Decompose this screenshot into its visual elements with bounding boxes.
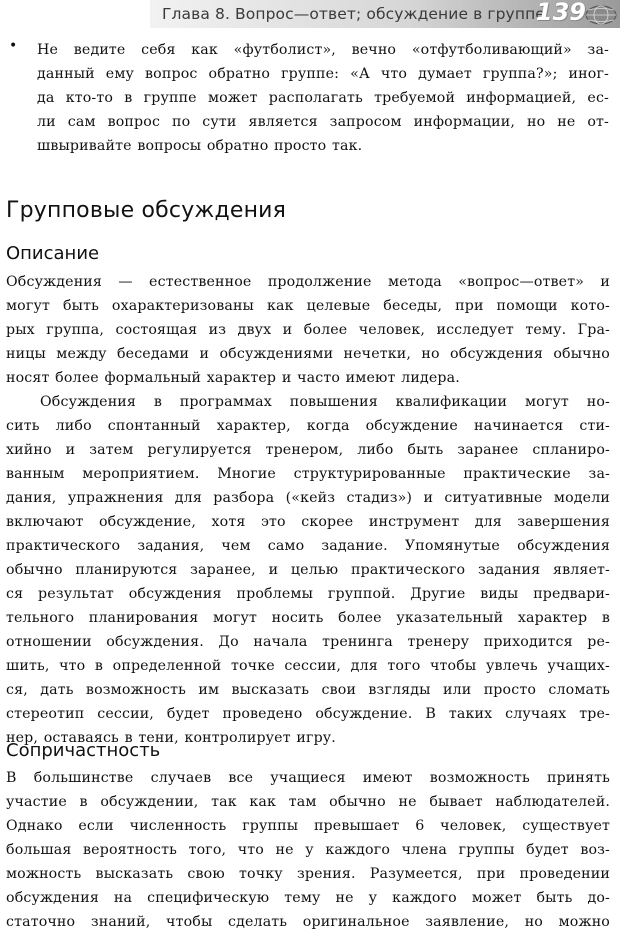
text-line: дания, упражнения для разбора («кейз стадиз») и ситуативные модели [6, 490, 610, 506]
text-line: Однако если численность группы превышает 6 человек, существует [6, 818, 610, 834]
text-line: включают обсуждение, хотя это скорее инструмент для завершения [6, 514, 610, 530]
text-line: Обсуждения в программах повышения квалификации могут но- [40, 394, 610, 410]
text-line: обычно планируются заранее, и целью практического задания являет- [6, 562, 610, 578]
text-line: Обсуждения — естественное продолжение метода «вопрос—ответ» и [6, 274, 610, 290]
bullet-text [37, 38, 609, 158]
subsection-heading-participation: Сопричастность [6, 740, 161, 761]
text-line: могут быть охарактеризованы как целевые беседы, при помощи кото- [6, 298, 610, 314]
text-line: ванным мероприятием. Многие структурированные практические за- [6, 466, 610, 482]
text-line: ли сам вопрос по сути является запросом информации, но не от- [37, 114, 609, 130]
text-line: Не ведите себя как «футболист», вечно «отфутболивающий» за- [37, 42, 609, 58]
chapter-title: Глава 8. Вопрос—ответ; обсуждение в группе [162, 5, 545, 23]
text-line: да кто-то в группе может располагать требуемой информацией, ес- [37, 90, 609, 106]
text-line: сить либо спонтанный характер, когда обсуждение начинается сти- [6, 418, 610, 434]
paragraph [6, 766, 610, 934]
text-line: ницы между беседами и обсуждениями нечетки, но обсуждения обычно [6, 346, 610, 362]
paragraph [6, 390, 610, 750]
text-line: рых группа, состоящая из двух и более человек, исследует тему. Гра- [6, 322, 610, 338]
text-line: тельного планирования могут носить более указательный характер в [6, 610, 610, 626]
section-heading: Групповые обсуждения [6, 198, 287, 223]
paragraph [6, 270, 610, 390]
text-line: нер, оставаясь в тени, контролирует игру. [6, 730, 336, 746]
text-line: данный ему вопрос обратно группе: «А что думает группа?»; иног- [37, 66, 609, 82]
text-line: стереотип сессии, будет проведено обсуждение. В таких случаях тре- [6, 706, 610, 722]
text-line: швыривайте вопросы обратно просто так. [37, 138, 363, 154]
text-line: В большинстве случаев все учащиеся имеют возможность принять [6, 770, 610, 786]
text-line: носят более формальный характер и часто имеют лидера. [6, 370, 460, 386]
text-line: ся, дать возможность им высказать свои взгляды или просто сломать [6, 682, 610, 698]
text-line: большая вероятность того, что не у каждого члена группы будет воз- [6, 842, 610, 858]
globe-icon [584, 4, 618, 26]
text-line: обсуждения на специфическую тему не у каждого может быть до- [6, 890, 610, 906]
text-line: можность высказать свою точку зрения. Разумеется, при проведении [6, 866, 610, 882]
text-line: ся результат обсуждения проблемы группой. Другие виды предвари- [6, 586, 610, 602]
bullet-marker: • [9, 38, 18, 54]
page-number: 139 [535, 0, 586, 26]
text-line: хийно и затем регулируется тренером, либо быть заранее спланиро- [6, 442, 610, 458]
text-line: участие в обсуждении, так как там обычно не бывает наблюдателей. [6, 794, 610, 810]
text-line: шить, что в определенной точке сессии, для того чтобы увлечь учащих- [6, 658, 610, 674]
text-line: статочно знаний, чтобы сделать оригинальное заявление, но можно [6, 914, 610, 930]
text-line: практического задания, чем само задание. Упомянутые обсуждения [6, 538, 610, 554]
text-line: отношении обсуждения. До начала тренинга тренеру приходится ре- [6, 634, 610, 650]
running-header [150, 0, 620, 28]
subsection-heading-description: Описание [6, 243, 100, 264]
